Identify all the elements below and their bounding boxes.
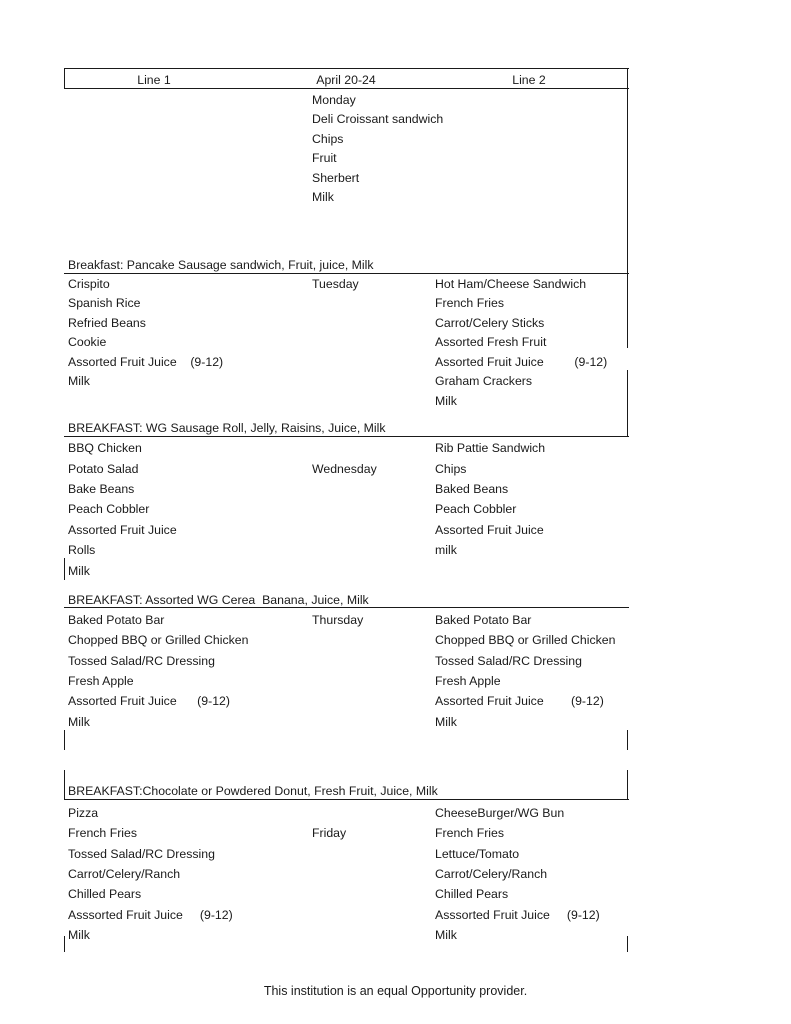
monday-menu-item: Chips: [312, 132, 344, 146]
breakfast-note-wednesday: BREAKFAST: WG Sausage Roll, Jelly, Raisins, Juice, Milk: [68, 421, 386, 435]
row-divider: [64, 436, 629, 437]
line1-item: Rolls: [68, 543, 96, 557]
line1-item: Baked Potato Bar: [68, 613, 165, 627]
row-divider: [64, 799, 629, 800]
equal-opportunity-statement: This institution is an equal Opportunity provider.: [263, 984, 528, 998]
right-border: [627, 770, 628, 799]
column-header-line-1: Line 1: [137, 73, 171, 87]
line1-item: Chilled Pears: [68, 887, 142, 901]
left-border: [64, 770, 65, 799]
breakfast-note-friday: BREAKFAST:Chocolate or Powdered Donut, Fresh Fruit, Juice, Milk: [68, 784, 438, 798]
day-label-monday: Monday: [312, 93, 356, 107]
day-label-wednesday: Wednesday: [312, 462, 377, 476]
line2-item: Assorted Fruit Juice (9-12): [435, 694, 604, 708]
line2-item: milk: [435, 543, 457, 557]
line2-item: Assorted Fruit Juice (9-12): [435, 355, 608, 369]
left-border: [64, 558, 65, 580]
right-border: [627, 68, 628, 273]
line2-item: Assorted Fresh Fruit: [435, 335, 547, 349]
column-header-line-2: Line 2: [512, 73, 546, 87]
left-border: [64, 730, 65, 750]
monday-menu-item: Sherbert: [312, 171, 360, 185]
line1-item: Carrot/Celery/Ranch: [68, 867, 181, 881]
line2-item: Milk: [435, 715, 457, 729]
line2-item: Peach Cobbler: [435, 502, 517, 516]
line1-item: Assorted Fruit Juice: [68, 523, 177, 537]
right-border: [627, 730, 628, 750]
monday-menu-item: Fruit: [312, 151, 337, 165]
line2-item: Milk: [435, 394, 457, 408]
line2-item: Rib Pattie Sandwich: [435, 441, 546, 455]
line2-item: Lettuce/Tomato: [435, 847, 520, 861]
day-label-tuesday: Tuesday: [312, 277, 359, 291]
line2-item: Baked Beans: [435, 482, 509, 496]
line2-item: Baked Potato Bar: [435, 613, 532, 627]
line1-item: Milk: [68, 928, 90, 942]
row-divider: [64, 607, 629, 608]
line2-item: Hot Ham/Cheese Sandwich: [435, 277, 587, 291]
breakfast-note-thursday: BREAKFAST: Assorted WG Cerea Banana, Juice, Milk: [68, 593, 369, 607]
line1-item: Asssorted Fruit Juice (9-12): [68, 908, 233, 922]
line1-item: Milk: [68, 564, 90, 578]
line2-item: Tossed Salad/RC Dressing: [435, 654, 582, 668]
line2-item: Assorted Fruit Juice: [435, 523, 544, 537]
line2-item: French Fries: [435, 296, 505, 310]
line1-item: Pizza: [68, 806, 99, 820]
line2-item: Asssorted Fruit Juice (9-12): [435, 908, 600, 922]
line1-item: BBQ Chicken: [68, 441, 142, 455]
line1-item: Tossed Salad/RC Dressing: [68, 847, 215, 861]
line2-item: Chopped BBQ or Grilled Chicken: [435, 633, 616, 647]
line2-item: Milk: [435, 928, 457, 942]
line1-item: Cookie: [68, 335, 107, 349]
line2-item: Chilled Pears: [435, 887, 509, 901]
table-top-border: [64, 68, 629, 69]
right-border: [627, 273, 628, 348]
day-label-thursday: Thursday: [312, 613, 364, 627]
day-label-friday: Friday: [312, 826, 347, 840]
line1-item: Assorted Fruit Juice (9-12): [68, 694, 230, 708]
line1-item: Milk: [68, 715, 90, 729]
line1-item: Fresh Apple: [68, 674, 134, 688]
line1-item: Spanish Rice: [68, 296, 141, 310]
line2-item: French Fries: [435, 826, 505, 840]
line1-item: Peach Cobbler: [68, 502, 150, 516]
row-divider: [64, 273, 629, 274]
line2-item: Graham Crackers: [435, 374, 533, 388]
left-border: [64, 936, 65, 952]
monday-menu-item: Deli Croissant sandwich: [312, 112, 444, 126]
line1-item: French Fries: [68, 826, 138, 840]
line2-item: Carrot/Celery/Ranch: [435, 867, 548, 881]
right-border: [627, 936, 628, 952]
line2-item: Chips: [435, 462, 467, 476]
line1-item: Refried Beans: [68, 316, 146, 330]
line1-item: Crispito: [68, 277, 110, 291]
header-divider: [64, 88, 629, 89]
line1-item: Milk: [68, 374, 90, 388]
line2-item: Fresh Apple: [435, 674, 501, 688]
monday-menu-item: Milk: [312, 190, 334, 204]
line1-item: Tossed Salad/RC Dressing: [68, 654, 215, 668]
line1-item: Potato Salad: [68, 462, 139, 476]
line2-item: Carrot/Celery Sticks: [435, 316, 545, 330]
line2-item: CheeseBurger/WG Bun: [435, 806, 565, 820]
line1-item: Bake Beans: [68, 482, 135, 496]
line1-item: Assorted Fruit Juice (9-12): [68, 355, 224, 369]
line1-item: Chopped BBQ or Grilled Chicken: [68, 633, 249, 647]
right-border: [627, 370, 628, 436]
column-header-week: April 20-24: [316, 73, 376, 87]
breakfast-note-tuesday: Breakfast: Pancake Sausage sandwich, Fruit, juice, Milk: [68, 258, 374, 272]
